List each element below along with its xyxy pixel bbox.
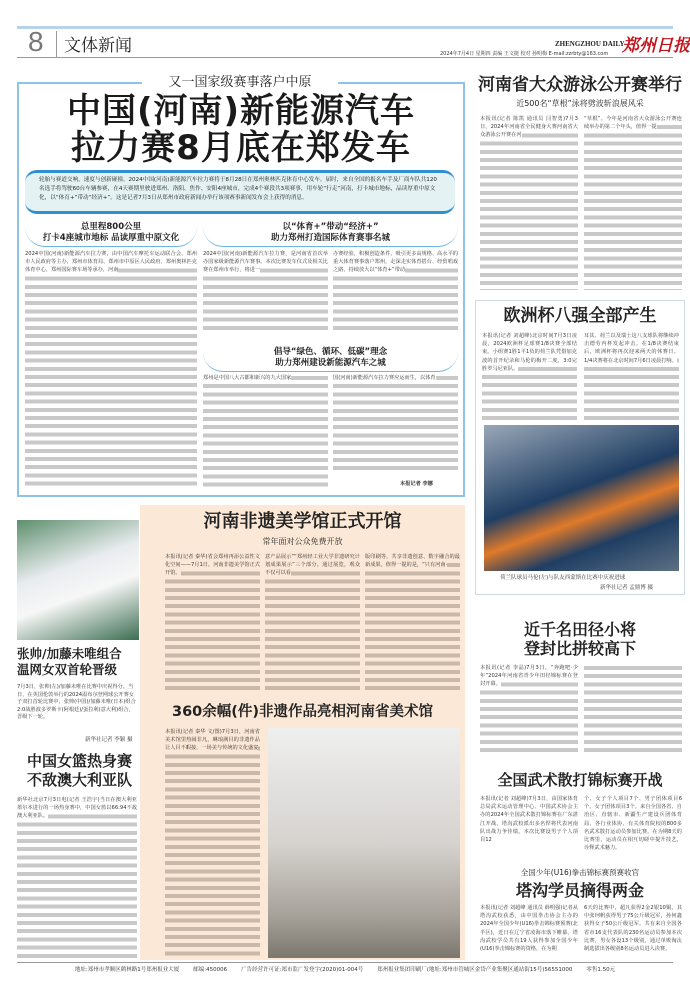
- divider: [17, 962, 673, 963]
- subhead-line: 以“体育+”带动“经济+”: [282, 222, 379, 232]
- museum-photo: [268, 728, 460, 958]
- article-body: 国(河南)新能源汽车拉力赛应运而生，以体育: [333, 374, 458, 472]
- issue-meta: 2024年7月4日 星期四 责编 王文捷 校对 孙明梅 E-mail:zzrbty@163.com: [440, 51, 609, 57]
- lead-kicker: 又一国家级赛事落户中原: [168, 75, 312, 90]
- footer: [17, 965, 673, 973]
- swim-subtitle: 近500名“草根”泳将劈波斩浪展风采: [516, 99, 644, 108]
- article-body: “草根”。今年是河南省大众游泳公开赛连续举办的第二个年头，值得一提: [584, 115, 682, 290]
- article-body: 本报讯(记者 刘超峰 通讯员 薛明强)记者从塔沟武校获悉，由中国拳击协会主办的2024年全国少年(U16)拳击锦标赛预赛(北半区)，近日在辽宁省凌海市落下帷幕。塔沟武校学员共有19人获得参加全国少年(U16)拳击锦标赛的资格，在为期: [480, 905, 578, 953]
- subhead-line: 倡导“绿色、循环、低碳”理念: [273, 347, 388, 357]
- article-body: 本报讯(记者 秦华 文/图)7月3日，河南省美术馆里热闹非凡，琳琅满目的非遗作品让人目不暇接，一场美与传统的文化盛宴: [165, 728, 260, 956]
- article-body: [584, 664, 682, 754]
- divider: [17, 57, 673, 58]
- article-body: 本报讯(记者 秦华)省会郑州再添公益性文化空间——7月1日，河南非遗美学馆正式开馆。: [165, 553, 260, 693]
- subhead-3: [203, 347, 458, 372]
- euro-headline: 欧洲杯八强全部产生: [503, 306, 657, 326]
- footer-price: 零售1.50元: [586, 967, 616, 973]
- frame-rule: [17, 82, 142, 84]
- wushu-headline: 全国武术散打锦标赛开战: [497, 771, 663, 789]
- article-body: 办赛经验，积极创造条件，吸引更多高规格、高水平的重大体育赛事落户郑州，走深走实体育搭台、经贸唱戏之路，持续放大以“体育+”带动: [333, 250, 458, 332]
- football-photo: [484, 425, 679, 571]
- newspaper-logo: 郑州日报: [622, 36, 690, 56]
- lead-headline-2: 拉力赛8月底在郑发车: [71, 128, 411, 168]
- article-body: 2024中国(河南)新能源汽车拉力赛，由中国汽车摩托车运动联合会、郑州市人民政府等主办，郑州市体育局、郑州市中原区人民政府、郑州奥林匹克体育中心、郑州国际赛车场等承办，河南: [25, 250, 197, 490]
- footer-postcode: 邮编:450006: [193, 967, 228, 973]
- subhead-line: 助力郑州打造国际体育赛事名城: [270, 233, 390, 243]
- article-body: 版印刷等，共享非遗创意、数字融合的最新成果。值得一提的是，“只有河南·: [365, 553, 460, 693]
- footer-address: 地址:郑州市孝顺区鹤林路1号郑州报业大厦: [74, 967, 180, 973]
- article-body: 本报讯(记者 李晶)7月3日，“奔跑吧·少年”2024年河南省青少年田径锦标赛在登封开幕。: [480, 664, 578, 754]
- divider: [56, 31, 57, 57]
- footer-printer: 郑州报业集团印刷厂(地址:郑州市管城区金岱产业集聚区通站街15号)56551000: [377, 967, 573, 973]
- header-rule: [17, 26, 673, 29]
- tennis-photo: [17, 520, 139, 640]
- paper-name-en: ZHENGZHOU DAILY: [555, 40, 625, 48]
- article-body: 新华社北京7月3日电(记者 王浩宇)当日在澳大利亚墨尔本进行的一场热身赛中，中国女篮以66:94不敌澳大利亚队。: [17, 796, 137, 958]
- frame-rule: [338, 82, 465, 84]
- museum-headline: 360余幅(件)非遗作品亮相河南省美术馆: [171, 704, 434, 720]
- article-body: 本报讯(记者 陈凯 通讯员 闫智勇)7月3日，2024年河南省全民健身大赛河南省大众游泳公开赛在河: [480, 115, 578, 290]
- heritage-subtitle: 常年面对公众免费开放: [262, 537, 343, 546]
- lead-summary: 轮胎与赛道交响，速度与创新碰撞。2024中国(河南)新能源汽车拉力赛将于8月28日在郑州奥林匹克体育中心发车。届时，来自全国的报名车手及厂商车队共120名选手将驾驶60台车辆参赛，在4天赛期里驶进郑州、洛阳、焦作、安阳4座城市，完成4个赛段共3项赛事，用车轮“行走”河南，打卡城市地标，品读厚重中原文化，以“体育+”带动“经济+”。这是记者7月3日从郑州市政府新闻办举行该项赛事新闻发布会上获得的消息。: [25, 170, 455, 214]
- subhead-line: 打卡4座城市地标 品读厚重中原文化: [42, 233, 180, 243]
- article-body: 意产品展示”“郑州轻工业大学非遗研究计划成果展示”三个部分。通过展览，观众不仅可以看: [265, 553, 360, 693]
- boxing-kicker: 全国少年(U16)拳击锦标赛预赛收官: [520, 868, 640, 877]
- article-body: 郑州是中国八大古都和新兴的九大国家: [203, 374, 328, 489]
- article-body: 个、女子个人项目7个、男子团体项目6个、女子团体项目3个。来自全国各省、自治区、直辖市、新疆生产建设兵团体育局、各行业体协、有关体育院校的800多名武术散打运动员参加比赛。在为期8天的比赛里，运动员在相互切磋中提升技艺，诠释武术魅力。: [584, 796, 682, 852]
- basketball-headline: 中国女篮热身赛 不敌澳大利亚队: [26, 752, 132, 789]
- article-body: 2024中国(河南)新能源汽车拉力赛，是河南省首次举办国家级新能源汽车赛事。本次比赛发车仪式及相关比赛在郑州市举行，将进一: [203, 250, 328, 332]
- photo-credit: 新华社记者 李颖 摄: [85, 737, 133, 743]
- article-body: 耳其、荷兰以及瑞士这八支球队将继续冲击德劳内杯发起冲击。在1/8决赛结束后，欧洲杯将再次迎来两天的休赛日。1/4决赛将在北京时间7月6日凌晨打响。: [584, 332, 679, 420]
- subhead-2: [203, 222, 458, 247]
- subhead-line: 助力郑州建设新能源汽车之城: [275, 358, 386, 368]
- lead-headline-1: 中国(河南)新能源汽车: [66, 91, 416, 131]
- swim-headline: 河南省大众游泳公开赛举行: [478, 75, 682, 95]
- photo-caption: 荷兰队球员马伦(左)与队友西蒙斯在比赛中庆祝进球: [500, 575, 626, 581]
- article-body: 本报讯(记者 刘超峰)北京时间7月3日凌晨，2024欧洲杯足球赛1/8决赛全部结束。小组赛1胜1平1负的荷兰队凭借加克波的首开纪录和马伦的梅开二度，3:0完胜罗马尼亚队。: [482, 332, 577, 420]
- subhead-line: 总里程800公里: [80, 222, 142, 232]
- tennis-headline: 张帅/加藤未唯组合 温网女双首轮晋级: [17, 646, 122, 677]
- footer-license: 广告经营许可证:郑市监广发登字(2020)01-004号: [241, 967, 364, 973]
- heritage-headline: 河南非遗美学馆正式开馆: [203, 511, 402, 532]
- athletics-headline: 近千名田径小将 登封比拼较高下: [523, 620, 636, 658]
- byline: 本报记者 李娜: [400, 481, 433, 487]
- article-body: 6天的比赛中，超凡获得2金2银10铜，其中张珂帆获得男子75公斤级冠军，孙何鑫获得女子50公斤级冠军。共有来自全国各省市16支代表队的230名运动员参加本次比赛，男女各设13个级别，通过单败淘汰制选拔出各级别8名运动员进入决赛。: [584, 905, 682, 953]
- subhead-1: [25, 222, 197, 247]
- article-body: 本报讯(记者 刘超峰)7月3日，由国家体育总局武术运动管理中心、中国武术协会主办的2024年全国武术散打锦标赛在广东湛江开战，塔沟武校派出多名悍将代表河南队出战力争佳绩。本次比赛设男子个人项目12: [480, 796, 578, 844]
- page-number: 8: [28, 26, 44, 57]
- boxing-headline: 塔沟学员摘得两金: [515, 881, 644, 900]
- photo-credit: 新华社记者 孟鼎博 摄: [600, 585, 653, 591]
- section-title: 文体新闻: [64, 36, 132, 56]
- tennis-caption: 7月3日，张帅(左)/加藤未唯在比赛中庆祝得分。当日，在英国伦敦举行的2024温布尔登网球公开赛女子双打首轮比赛中，张帅(中国)/加藤未唯(日本)组合2:0战胜波多罗斯卡(阿根廷)/蛋拉利(意大利)组合，晋级下一轮。: [17, 684, 136, 720]
